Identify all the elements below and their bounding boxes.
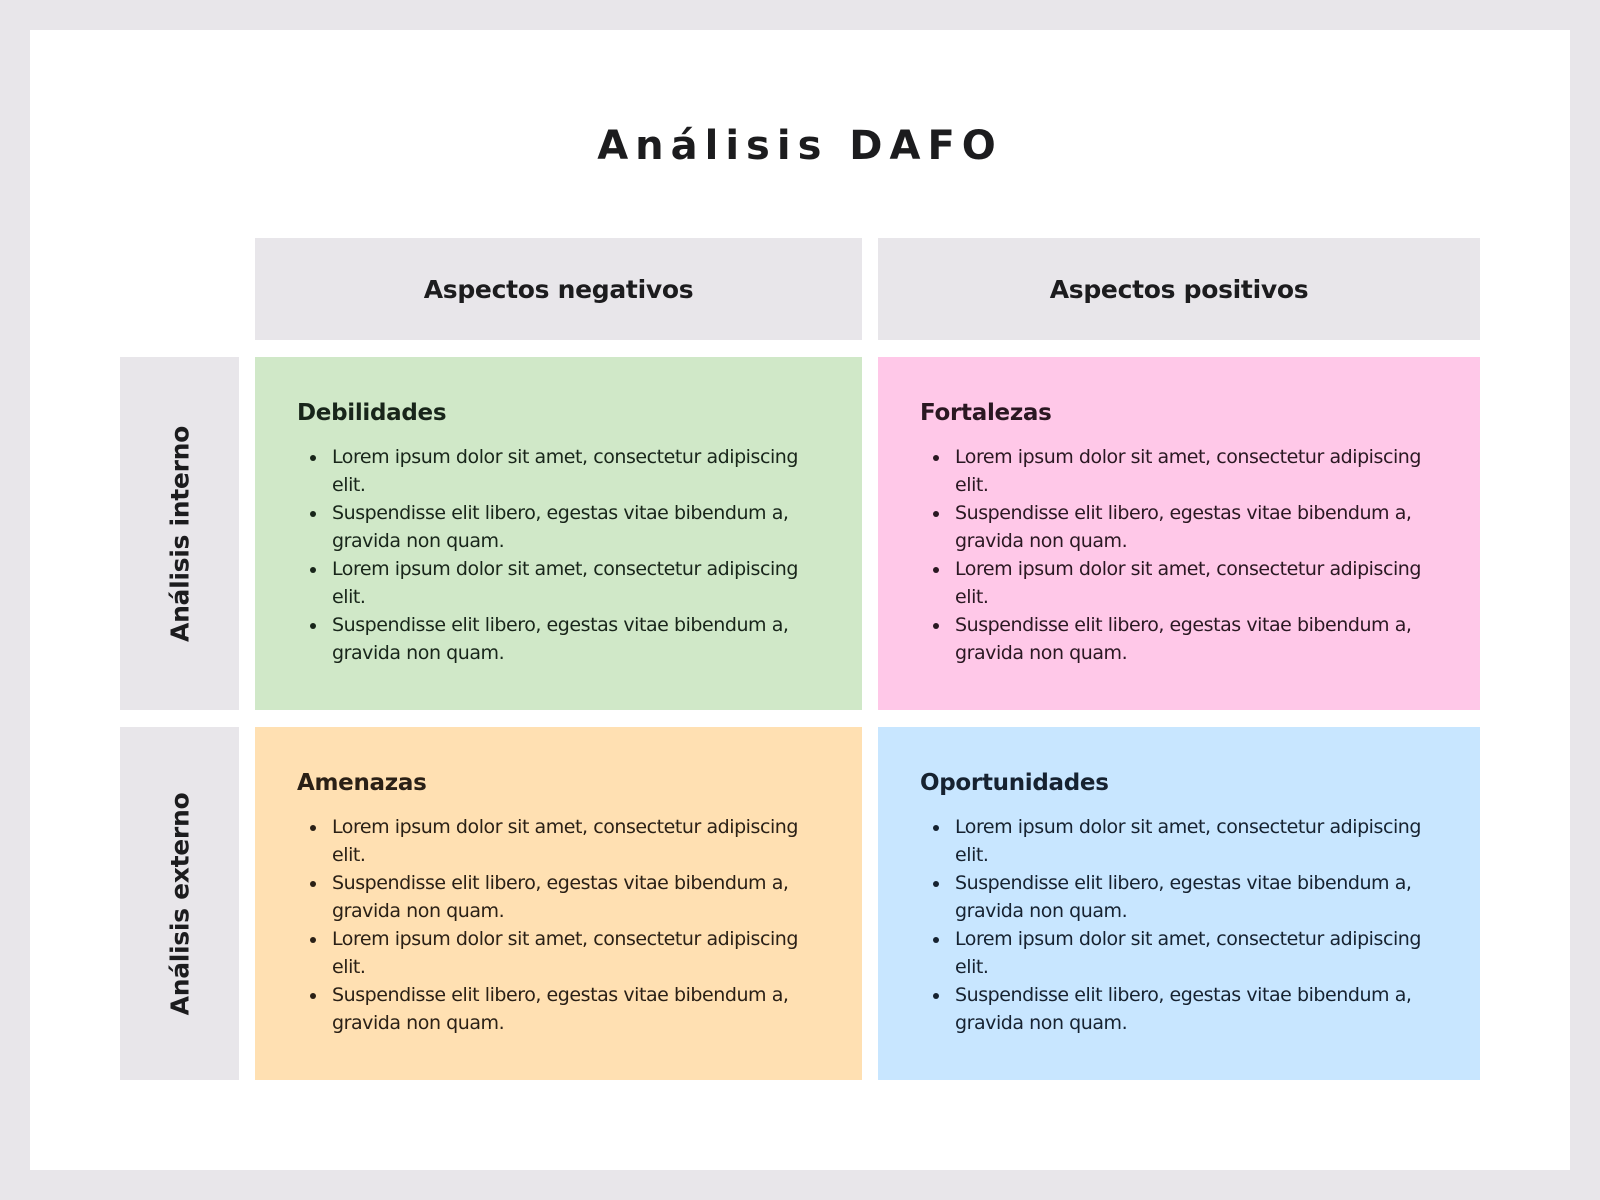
bullet-list — [920, 443, 1440, 667]
row-header-external — [120, 727, 239, 1080]
list-item: Suspendisse elit libero, egestas vitae bibendum a, gravida non quam. — [955, 869, 1435, 925]
row-header-internal-label: Análisis interno — [165, 425, 194, 642]
page-title: Análisis DAFO — [597, 123, 1003, 169]
list-item: Lorem ipsum dolor sit amet, consectetur adipiscing elit. — [332, 555, 812, 611]
column-header-positive — [878, 238, 1480, 340]
column-header-negative-label: Aspectos negativos — [423, 274, 694, 304]
row-header-external-label: Análisis externo — [165, 792, 194, 1015]
list-item: Suspendisse elit libero, egestas vitae bibendum a, gravida non quam. — [955, 611, 1435, 667]
list-item: Lorem ipsum dolor sit amet, consectetur adipiscing elit. — [332, 443, 812, 499]
list-item: Lorem ipsum dolor sit amet, consectetur adipiscing elit. — [955, 813, 1435, 869]
list-item: Lorem ipsum dolor sit amet, consectetur adipiscing elit. — [955, 925, 1435, 981]
quadrant-oportunidades — [878, 727, 1480, 1080]
quadrant-title: Fortalezas — [920, 400, 1052, 426]
list-item: Suspendisse elit libero, egestas vitae bibendum a, gravida non quam. — [332, 869, 812, 925]
list-item: Lorem ipsum dolor sit amet, consectetur adipiscing elit. — [332, 925, 812, 981]
list-item: Lorem ipsum dolor sit amet, consectetur adipiscing elit. — [955, 443, 1435, 499]
quadrant-debilidades — [255, 357, 862, 710]
quadrant-title: Oportunidades — [920, 770, 1109, 796]
list-item: Suspendisse elit libero, egestas vitae bibendum a, gravida non quam. — [955, 981, 1435, 1037]
column-header-positive-label: Aspectos positivos — [1049, 274, 1309, 304]
bullet-list — [297, 813, 822, 1037]
list-item: Suspendisse elit libero, egestas vitae bibendum a, gravida non quam. — [955, 499, 1435, 555]
row-header-internal — [120, 357, 239, 710]
bullet-list — [297, 443, 822, 667]
list-item: Suspendisse elit libero, egestas vitae bibendum a, gravida non quam. — [332, 981, 812, 1037]
quadrant-title: Debilidades — [297, 400, 447, 426]
bullet-list — [920, 813, 1440, 1037]
list-item: Suspendisse elit libero, egestas vitae bibendum a, gravida non quam. — [332, 611, 812, 667]
quadrant-fortalezas — [878, 357, 1480, 710]
column-header-negative — [255, 238, 862, 340]
list-item: Suspendisse elit libero, egestas vitae bibendum a, gravida non quam. — [332, 499, 812, 555]
list-item: Lorem ipsum dolor sit amet, consectetur adipiscing elit. — [332, 813, 812, 869]
quadrant-title: Amenazas — [297, 770, 427, 796]
list-item: Lorem ipsum dolor sit amet, consectetur adipiscing elit. — [955, 555, 1435, 611]
quadrant-amenazas — [255, 727, 862, 1080]
